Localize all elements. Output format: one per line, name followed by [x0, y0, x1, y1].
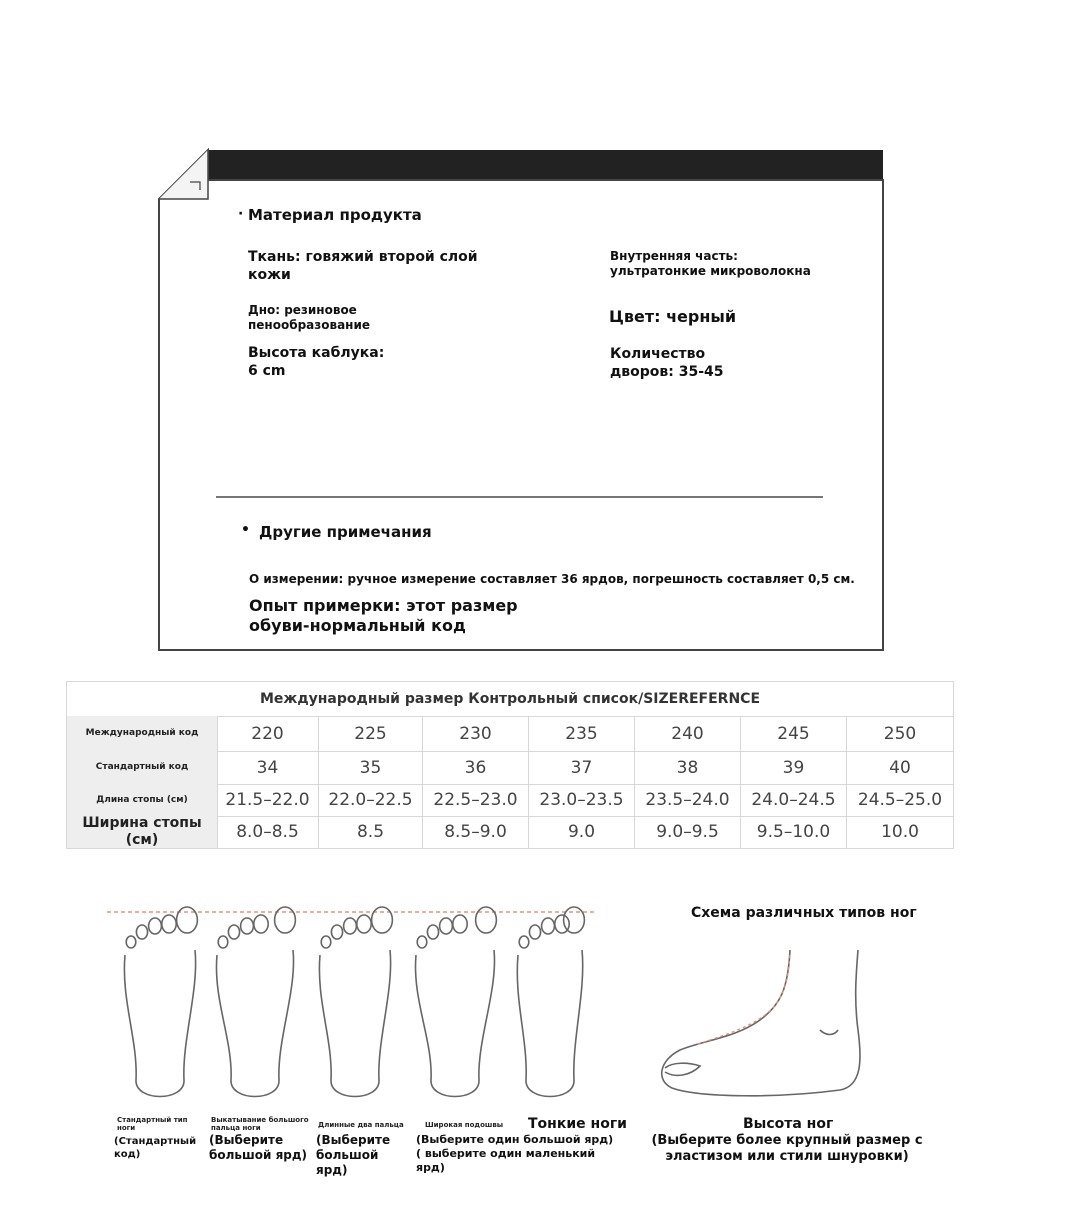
- table-cell: 22.5–23.0: [423, 784, 529, 816]
- footprint-icon: [319, 907, 392, 1097]
- footprint-icon: [415, 907, 496, 1097]
- foot-type-hint: (Выберите один большой ярд) ( выберите один маленький ярд): [416, 1133, 614, 1174]
- table-cell: 23.5–24.0: [635, 784, 741, 816]
- table-cell: 23.0–23.5: [529, 784, 635, 816]
- table-cell: 36: [423, 751, 529, 784]
- table-cell: 39: [741, 751, 847, 784]
- table-cell: 34: [217, 751, 319, 784]
- foot-type-title: Широкая подошвы: [425, 1121, 504, 1129]
- inner-label: Внутренняя часть:: [610, 249, 738, 263]
- table-cell: 9.0–9.5: [635, 816, 741, 848]
- table-cell: 22.0–22.5: [319, 784, 423, 816]
- table-cell: 10.0: [881, 822, 919, 842]
- foot-type-hint: (Выберите большой ярд): [316, 1133, 391, 1177]
- table-row: [67, 751, 953, 785]
- footprint-icon: [216, 907, 295, 1097]
- table-cell: 9.0: [529, 816, 635, 848]
- table-cell: 8.5: [319, 816, 423, 848]
- table-cell: 24.5–25.0: [857, 790, 943, 810]
- row-label: Ширина стопы (см): [67, 816, 218, 848]
- foot-side-view-icon: [662, 950, 860, 1096]
- heel-text: Высота каблука: 6 cm: [248, 345, 385, 379]
- table-cell: 24.0–24.5: [741, 784, 847, 816]
- notes-heading: Другие примечания: [259, 523, 432, 541]
- table-cell: 35: [319, 751, 423, 784]
- color-text: Цвет: черный: [609, 307, 737, 326]
- table-cell: 235: [529, 716, 635, 751]
- foot-types-section: [0, 880, 1080, 1200]
- sole-text: Дно: резиновое пенообразование: [248, 303, 371, 332]
- header-bar: [208, 150, 883, 180]
- foot-type-hint: (Стандартный код): [114, 1136, 197, 1160]
- table-cell: 40: [889, 757, 911, 778]
- table-cell: 240: [635, 716, 741, 751]
- foot-type-title: Стандартный тип ноги: [117, 1116, 188, 1133]
- table-cell: 220: [217, 716, 319, 751]
- fitting-note: Опыт примерки: этот размер обуви-нормальный код: [249, 596, 518, 635]
- foot-type-hint: (Выберите большой ярд): [209, 1133, 308, 1162]
- measure-note: О измерении: ручное измерение составляет 36 ярдов, погрешность составляет 0,5 см.: [249, 572, 855, 586]
- table-cell: 37: [529, 751, 635, 784]
- folded-corner: [159, 150, 208, 199]
- foot-height-title: Высота ног: [743, 1116, 834, 1132]
- table-title: Международный размер Контрольный список/SIZEREFERNCE: [67, 682, 953, 717]
- table-cell: 230: [423, 716, 529, 751]
- bullet-dot: •: [241, 522, 250, 538]
- table-cell: 9.5–10.0: [741, 816, 847, 848]
- table-cell: 225: [319, 716, 423, 751]
- bullet-dot: ·: [238, 206, 244, 222]
- footprint-icon: [124, 907, 197, 1097]
- table-cell: 38: [635, 751, 741, 784]
- footprint-icon: [517, 907, 584, 1097]
- size-reference-table: [66, 681, 954, 849]
- table-cell: 8.0–8.5: [217, 816, 319, 848]
- quantity-text: Количество дворов: 35-45: [610, 346, 724, 380]
- row-label: Длина стопы (см): [67, 784, 218, 816]
- foot-type-title: Выкатывание большого пальца ноги: [211, 1116, 309, 1133]
- row-label: Международный код: [67, 716, 218, 751]
- inner-value: ультратонкие микроволокна: [610, 264, 811, 278]
- table-cell: 8.5–9.0: [423, 816, 529, 848]
- foot-type-title: Тонкие ноги: [528, 1116, 627, 1132]
- material-heading: Материал продукта: [248, 206, 422, 224]
- table-row: [67, 784, 953, 817]
- table-cell: 21.5–22.0: [217, 784, 319, 816]
- fabric-text: Ткань: говяжий второй слой кожи: [248, 249, 478, 283]
- table-cell: 250: [883, 723, 917, 744]
- instep-guide-line: [695, 955, 790, 1045]
- foot-types-heading: Схема различных типов ног: [691, 905, 917, 921]
- foot-type-title: Длинные два пальца: [318, 1121, 404, 1129]
- table-cell: 245: [741, 716, 847, 751]
- foot-height-hint: (Выберите более крупный размер с эластизом или стили шнуровки): [651, 1133, 923, 1165]
- row-label: Стандартный код: [67, 751, 218, 784]
- table-row: [67, 816, 953, 848]
- table-row: [67, 716, 953, 752]
